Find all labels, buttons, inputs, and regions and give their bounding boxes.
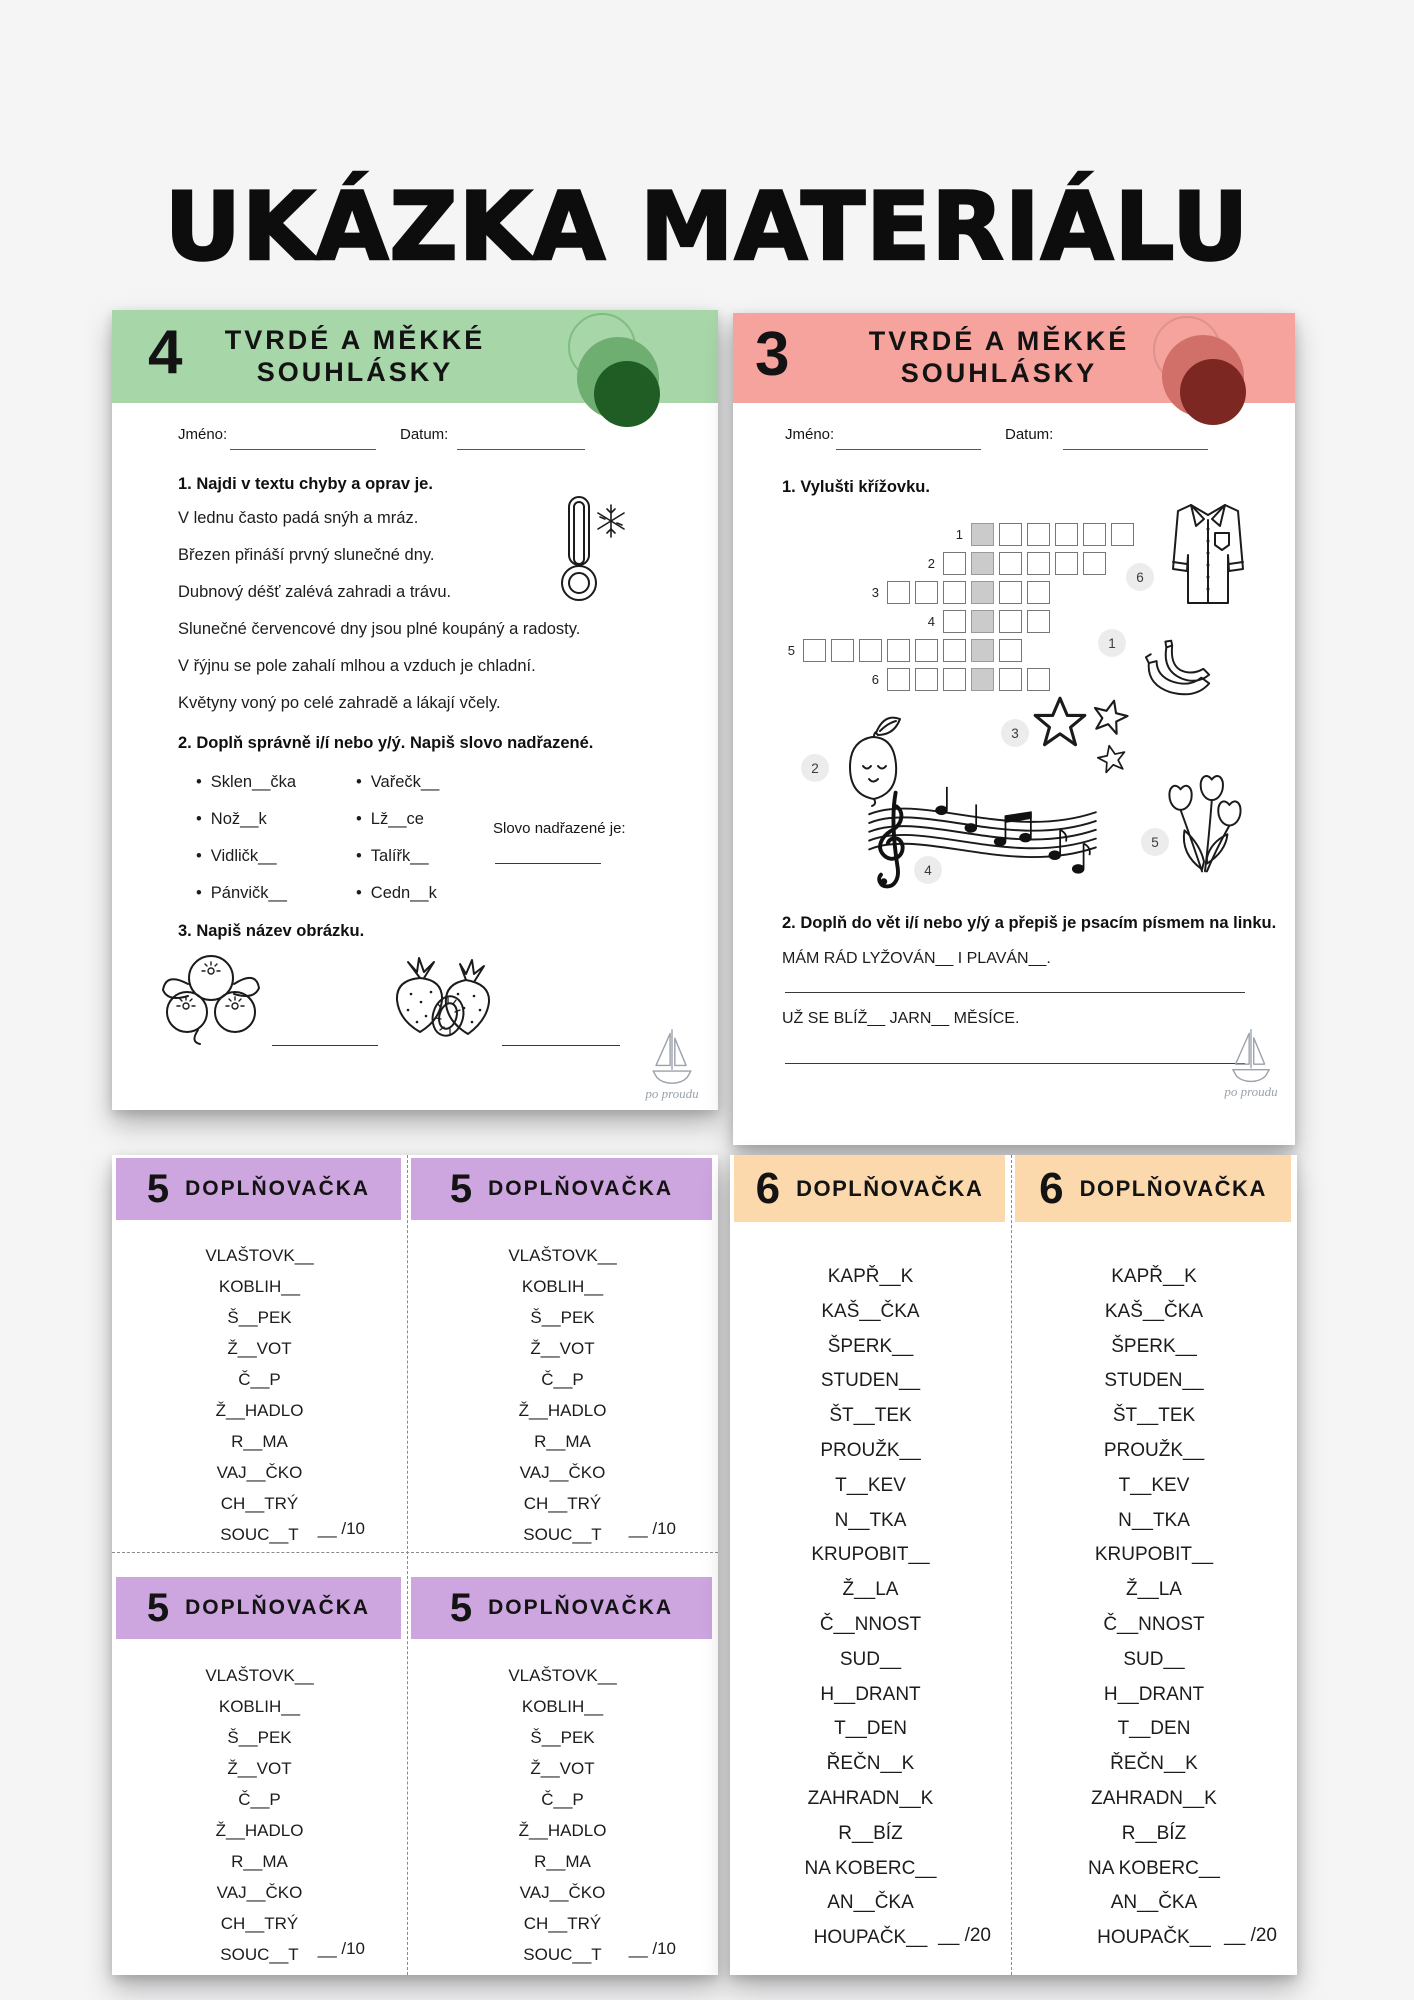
fill-in-word[interactable]: Ž__VOT bbox=[530, 1759, 595, 1778]
bullet-item: • Nož__k bbox=[196, 810, 296, 847]
bullet-item: • Vařečk__ bbox=[356, 773, 439, 810]
exercise-3-title: 3. Napiš název obrázku. bbox=[178, 922, 365, 940]
fill-in-word[interactable]: ZAHRADN__K bbox=[1091, 1787, 1217, 1809]
sentence-line: V lednu často padá snýh a mráz. bbox=[178, 509, 419, 527]
fill-in-word[interactable]: Ž__VOT bbox=[530, 1339, 595, 1358]
fill-in-word[interactable]: CH__TRÝ bbox=[220, 1494, 299, 1513]
worksheet-6 bbox=[730, 1155, 1297, 1975]
worksheet-number: 5 bbox=[449, 1586, 473, 1630]
fill-in-word[interactable]: R__MA bbox=[534, 1852, 591, 1871]
worksheet-number: 5 bbox=[146, 1167, 170, 1211]
fill-in-word[interactable]: SOUC__T bbox=[523, 1945, 602, 1964]
fill-in-word[interactable]: ŠPERK__ bbox=[1111, 1335, 1197, 1357]
fill-in-word[interactable]: Š__PEK bbox=[530, 1728, 595, 1747]
fill-in-word[interactable]: KAPŘ__K bbox=[827, 1266, 914, 1287]
quadrant-header bbox=[116, 1577, 401, 1639]
worksheet-number: 6 bbox=[755, 1163, 781, 1213]
writing-line-2[interactable] bbox=[785, 1063, 1245, 1064]
crossword-cell[interactable] bbox=[943, 668, 966, 691]
fill-in-word[interactable]: ŠT__TEK bbox=[829, 1405, 912, 1427]
crossword-row-number: 3 bbox=[871, 585, 879, 600]
crossword-cell[interactable] bbox=[831, 639, 854, 662]
fill-in-word[interactable]: Č__P bbox=[238, 1790, 281, 1809]
sentence-line: Dubnový déšť zalévá zahradi a trávu. bbox=[178, 583, 452, 601]
sentence-line: Slunečné červencové dny jsou plné koupáný a radosty. bbox=[178, 620, 581, 638]
exercise-2-title: 2. Doplň do vět i/í nebo y/ý a přepiš je psacím písmem na linku. bbox=[782, 914, 1277, 932]
worksheet-4-header bbox=[112, 310, 718, 403]
strawberries-icon bbox=[386, 952, 500, 1048]
fill-in-word[interactable]: ŠT__TEK bbox=[1112, 1405, 1196, 1427]
po-proudu-logo bbox=[1211, 1026, 1291, 1100]
word-list bbox=[112, 1240, 407, 1550]
fill-in-word[interactable]: Ž__LA bbox=[842, 1579, 899, 1601]
fill-in-sentence-1: MÁM RÁD LYŽOVÁN__ I PLAVÁN__. bbox=[782, 950, 1051, 967]
fill-in-word[interactable]: R__MA bbox=[231, 1432, 288, 1451]
exercise-2-title: 2. Doplň správně i/í nebo y/ý. Napiš slovo nadřazené. bbox=[178, 734, 594, 752]
crossword-cell[interactable] bbox=[859, 639, 882, 662]
word-list bbox=[730, 1260, 1011, 1956]
doplnovacka-column bbox=[1011, 1155, 1297, 1975]
fill-in-word[interactable]: KAŠ__ČKA bbox=[821, 1300, 920, 1322]
crossword-cell[interactable] bbox=[1027, 552, 1050, 575]
bullet-col-2 bbox=[356, 773, 439, 921]
crossword-row-number: 6 bbox=[871, 672, 879, 687]
crossword-cell[interactable] bbox=[1055, 523, 1078, 546]
fill-in-word[interactable]: Ž__HADLO bbox=[215, 1401, 304, 1420]
fill-in-word[interactable]: VAJ__ČKO bbox=[519, 1883, 606, 1902]
sentence-line: V řýjnu se pole zahalí mlhou a vzduch je chladní. bbox=[178, 657, 536, 675]
fill-in-word[interactable]: SOUC__T bbox=[523, 1525, 602, 1544]
fill-in-word[interactable]: ŘEČN__K bbox=[1110, 1753, 1198, 1775]
fill-in-word[interactable]: ŘEČN__K bbox=[826, 1753, 915, 1775]
column-header bbox=[734, 1155, 1005, 1222]
fill-in-word[interactable]: H__DRANT bbox=[820, 1683, 921, 1705]
crossword-cell[interactable] bbox=[943, 639, 966, 662]
crossword-cell[interactable] bbox=[999, 668, 1022, 691]
bullet-item: • Cedn__k bbox=[356, 884, 439, 921]
word-list bbox=[1011, 1260, 1297, 1956]
crossword-cell[interactable] bbox=[971, 552, 994, 575]
fill-in-word[interactable]: Ž__HADLO bbox=[518, 1401, 607, 1420]
fill-in-word[interactable]: VLAŠTOVK__ bbox=[508, 1246, 617, 1265]
name-label: Jméno: bbox=[178, 426, 228, 443]
score-field[interactable]: __ /10 bbox=[317, 1519, 365, 1538]
clue-badge-tulips: 5 bbox=[1141, 828, 1169, 856]
bullet-item: • Vidličk__ bbox=[196, 847, 296, 884]
clue-badge-shirt: 6 bbox=[1126, 563, 1154, 591]
clue-badge-stars: 3 bbox=[1001, 719, 1029, 747]
crossword-cell[interactable] bbox=[887, 668, 910, 691]
fill-in-word[interactable]: VAJ__ČKO bbox=[216, 1463, 303, 1482]
shirt-icon bbox=[1158, 499, 1258, 611]
crossword-cell[interactable] bbox=[943, 581, 966, 604]
fill-in-word[interactable]: KOBLIH__ bbox=[218, 1277, 301, 1296]
fill-in-word[interactable]: SUD__ bbox=[1123, 1648, 1185, 1670]
fill-in-sentence-2: UŽ SE BLÍŽ__ JARN__ MĚSÍCE. bbox=[782, 1010, 1020, 1027]
score-field[interactable]: __ /20 bbox=[938, 1925, 991, 1947]
crossword-row-number: 4 bbox=[927, 614, 935, 629]
name-label: Jméno: bbox=[785, 426, 835, 443]
fill-in-word[interactable]: Č__P bbox=[238, 1370, 281, 1389]
fill-in-word[interactable]: CH__TRÝ bbox=[523, 1494, 602, 1513]
crossword-cell[interactable] bbox=[971, 639, 994, 662]
fill-in-word[interactable]: VLAŠTOVK__ bbox=[508, 1666, 617, 1685]
tulips-icon bbox=[1161, 773, 1247, 876]
music-notes-icon bbox=[863, 781, 1103, 906]
answer-line-strawberries[interactable] bbox=[502, 1045, 620, 1046]
fill-in-word[interactable]: KOBLIH__ bbox=[521, 1697, 604, 1716]
crossword-cell[interactable] bbox=[887, 581, 910, 604]
fill-in-word[interactable]: VLAŠTOVK__ bbox=[205, 1666, 314, 1685]
crossword-row-number: 1 bbox=[955, 527, 963, 542]
worksheet-title: DOPLŇOVAČKA bbox=[1079, 1175, 1267, 1201]
sailboat-icon bbox=[1223, 1026, 1279, 1086]
worksheet-5 bbox=[112, 1155, 718, 1975]
fill-in-word[interactable]: R__MA bbox=[534, 1432, 591, 1451]
fill-in-word[interactable]: Č__NNOST bbox=[819, 1613, 922, 1635]
doplnovacka-quadrant bbox=[112, 1155, 407, 1552]
bullet-item: • Sklen__čka bbox=[196, 773, 296, 810]
page-title: UKÁZKA MATERIÁLU bbox=[164, 172, 1250, 282]
worksheet-number: 4 bbox=[148, 318, 183, 387]
doplnovacka-quadrant bbox=[407, 1552, 718, 1975]
fill-in-word[interactable]: ZAHRADN__K bbox=[807, 1787, 934, 1809]
worksheet-title: DOPLŇOVAČKA bbox=[185, 1596, 371, 1619]
fill-in-word[interactable]: VAJ__ČKO bbox=[216, 1883, 303, 1902]
score-field[interactable]: __ /10 bbox=[317, 1939, 365, 1958]
worksheet-4 bbox=[112, 310, 718, 1110]
answer-line-blueberries[interactable] bbox=[272, 1045, 378, 1046]
fill-in-word[interactable]: R__MA bbox=[231, 1852, 288, 1871]
fill-in-word[interactable]: KOBLIH__ bbox=[521, 1277, 604, 1296]
fill-in-word[interactable]: Š__PEK bbox=[227, 1308, 292, 1327]
logo-text: po proudu bbox=[645, 1086, 699, 1101]
column-header bbox=[1015, 1155, 1291, 1222]
crossword-cell[interactable] bbox=[1027, 610, 1050, 633]
fill-in-word[interactable]: NA KOBERC__ bbox=[804, 1857, 937, 1879]
fill-in-word[interactable]: KAPŘ__K bbox=[1111, 1266, 1197, 1287]
fill-in-word[interactable]: KRUPOBIT__ bbox=[1094, 1544, 1214, 1566]
worksheet-title-line2: SOUHLÁSKY bbox=[900, 358, 1098, 389]
fill-in-word[interactable]: Č__NNOST bbox=[1103, 1613, 1205, 1635]
exercise-1-title: 1. Najdi v textu chyby a oprav je. bbox=[178, 475, 433, 493]
fill-in-word[interactable]: STUDEN__ bbox=[1104, 1370, 1204, 1392]
doplnovacka-quadrant bbox=[112, 1552, 407, 1975]
word-list bbox=[407, 1240, 718, 1550]
fill-in-word[interactable]: T__KEV bbox=[1118, 1474, 1190, 1496]
fill-in-word[interactable]: VAJ__ČKO bbox=[519, 1463, 606, 1482]
fill-in-word[interactable]: Č__P bbox=[541, 1790, 584, 1809]
fill-in-word[interactable]: Š__PEK bbox=[530, 1308, 595, 1327]
fill-in-word[interactable]: Ž__HADLO bbox=[215, 1821, 304, 1840]
crossword-cell[interactable] bbox=[887, 639, 910, 662]
worksheet-number: 5 bbox=[146, 1586, 170, 1630]
worksheet-title-line1: TVRDÉ A MĚKKÉ bbox=[868, 326, 1130, 356]
crossword-cell[interactable] bbox=[1083, 552, 1106, 575]
crossword-cell[interactable] bbox=[999, 523, 1022, 546]
fill-in-word[interactable]: N__TKA bbox=[1118, 1509, 1190, 1531]
clue-badge-music: 4 bbox=[914, 856, 942, 884]
logo-text: po proudu bbox=[1224, 1084, 1278, 1099]
blueberries-icon bbox=[156, 948, 266, 1048]
score-field[interactable]: __ /20 bbox=[1224, 1925, 1277, 1947]
crossword-cell[interactable] bbox=[999, 552, 1022, 575]
fill-in-word[interactable]: VLAŠTOVK__ bbox=[205, 1246, 314, 1265]
crossword-cell[interactable] bbox=[915, 639, 938, 662]
superword-line[interactable] bbox=[495, 863, 601, 864]
worksheet-title-line1: TVRDÉ A MĚKKÉ bbox=[224, 325, 486, 355]
word-list bbox=[407, 1660, 718, 1970]
fill-in-word[interactable]: SOUC__T bbox=[220, 1945, 299, 1964]
worksheet-title: DOPLŇOVAČKA bbox=[488, 1596, 674, 1619]
worksheet-title: DOPLŇOVAČKA bbox=[185, 1177, 371, 1200]
worksheet-title: DOPLŇOVAČKA bbox=[488, 1177, 674, 1200]
fill-in-word[interactable]: HOUPAČK__ bbox=[1097, 1927, 1211, 1949]
fill-in-word[interactable]: R__BÍZ bbox=[838, 1822, 903, 1844]
exercise1-sentences bbox=[178, 509, 580, 731]
crossword-cell[interactable] bbox=[971, 668, 994, 691]
worksheet-title bbox=[142, 318, 568, 389]
worksheet-title-line2: SOUHLÁSKY bbox=[256, 357, 454, 388]
clue-badge-bananas: 1 bbox=[1098, 629, 1126, 657]
score-field[interactable]: __ /10 bbox=[628, 1939, 676, 1958]
fill-in-word[interactable]: T__KEV bbox=[835, 1474, 906, 1496]
fill-in-word[interactable]: CH__TRÝ bbox=[523, 1914, 602, 1933]
fill-in-word[interactable]: SUD__ bbox=[839, 1648, 902, 1670]
crossword-cell[interactable] bbox=[943, 610, 966, 633]
bullet-item: • Talířk__ bbox=[356, 847, 439, 884]
crossword-cell[interactable] bbox=[971, 523, 994, 546]
fill-in-word[interactable]: Ž__HADLO bbox=[518, 1821, 607, 1840]
fill-in-word[interactable]: Ž__VOT bbox=[227, 1339, 292, 1358]
crossword-cell[interactable] bbox=[1083, 523, 1106, 546]
fill-in-word[interactable]: KAŠ__ČKA bbox=[1104, 1300, 1204, 1322]
score-field[interactable]: __ /10 bbox=[628, 1519, 676, 1538]
fill-in-word[interactable]: PROUŽK__ bbox=[820, 1439, 921, 1461]
date-label: Datum: bbox=[400, 426, 449, 443]
fill-in-word[interactable]: H__DRANT bbox=[1103, 1683, 1205, 1705]
clue-badge-lemon: 2 bbox=[801, 754, 829, 782]
crossword-cell[interactable] bbox=[915, 668, 938, 691]
crossword-cell[interactable] bbox=[1027, 581, 1050, 604]
crossword-cell[interactable] bbox=[1027, 668, 1050, 691]
date-label: Datum: bbox=[1005, 426, 1054, 443]
bananas-icon bbox=[1141, 628, 1217, 700]
bullet-item: • Pánvičk__ bbox=[196, 884, 296, 921]
crossword-cell[interactable] bbox=[971, 610, 994, 633]
crossword-cell[interactable] bbox=[999, 610, 1022, 633]
crossword-cell[interactable] bbox=[943, 552, 966, 575]
fill-in-word[interactable]: R__BÍZ bbox=[1121, 1822, 1187, 1844]
fill-in-word[interactable]: CH__TRÝ bbox=[220, 1914, 299, 1933]
word-list bbox=[112, 1660, 407, 1970]
fill-in-word[interactable]: N__TKA bbox=[834, 1509, 907, 1531]
quadrant-header bbox=[116, 1158, 401, 1220]
fill-in-word[interactable]: NA KOBERC__ bbox=[1088, 1857, 1220, 1879]
fill-in-word[interactable]: Ž__LA bbox=[1126, 1579, 1182, 1601]
crossword-cell[interactable] bbox=[971, 581, 994, 604]
worksheet-number: 6 bbox=[1039, 1163, 1064, 1213]
stars-icon bbox=[1026, 693, 1138, 785]
exercise-1-title: 1. Vylušti křížovku. bbox=[782, 478, 930, 496]
fill-in-word[interactable]: KOBLIH__ bbox=[218, 1697, 301, 1716]
fill-in-word[interactable]: HOUPAČK__ bbox=[813, 1927, 928, 1949]
crossword-cell[interactable] bbox=[915, 581, 938, 604]
fill-in-word[interactable]: ŠPERK__ bbox=[827, 1335, 914, 1357]
decor-circle-dark bbox=[594, 361, 660, 427]
fill-in-word[interactable]: PROUŽK__ bbox=[1103, 1439, 1205, 1461]
doplnovacka-column bbox=[730, 1155, 1011, 1975]
crossword-cell[interactable] bbox=[1111, 523, 1134, 546]
fill-in-word[interactable]: Š__PEK bbox=[227, 1728, 292, 1747]
worksheet-number: 5 bbox=[449, 1167, 473, 1211]
fill-in-word[interactable]: Ž__VOT bbox=[227, 1759, 292, 1778]
bullet-col-1 bbox=[196, 773, 296, 921]
crossword-cell[interactable] bbox=[999, 639, 1022, 662]
crossword-cell[interactable] bbox=[1055, 552, 1078, 575]
fill-in-word[interactable]: SOUC__T bbox=[220, 1525, 299, 1544]
crossword-cell[interactable] bbox=[1027, 523, 1050, 546]
sentence-line: Březen přináší prvný slunečné dny. bbox=[178, 546, 435, 564]
quadrant-header bbox=[411, 1158, 712, 1220]
crossword-cell[interactable] bbox=[803, 639, 826, 662]
crossword-row-number: 2 bbox=[927, 556, 935, 571]
writing-line-1[interactable] bbox=[785, 992, 1245, 993]
date-line[interactable] bbox=[457, 449, 585, 450]
bullet-item: • Lž__ce bbox=[356, 810, 439, 847]
name-line[interactable] bbox=[230, 449, 376, 450]
worksheet-3 bbox=[733, 313, 1295, 1145]
fill-in-word[interactable]: T__DEN bbox=[834, 1718, 907, 1740]
fill-in-word[interactable]: T__DEN bbox=[1117, 1718, 1191, 1740]
superword-label: Slovo nadřazené je: bbox=[493, 820, 626, 837]
fill-in-word[interactable]: AN__ČKA bbox=[1110, 1892, 1198, 1914]
fill-in-word[interactable]: AN__ČKA bbox=[827, 1892, 914, 1914]
worksheet-number: 3 bbox=[755, 320, 790, 389]
fill-in-word[interactable]: Č__P bbox=[541, 1370, 584, 1389]
quadrant-header bbox=[411, 1577, 712, 1639]
fill-in-word[interactable]: KRUPOBIT__ bbox=[811, 1544, 930, 1566]
doplnovacka-quadrant bbox=[407, 1155, 718, 1552]
thermometer-snowflake-icon bbox=[545, 493, 633, 607]
po-proudu-logo bbox=[632, 1026, 712, 1102]
crossword-row-number: 5 bbox=[787, 643, 795, 658]
crossword-cell[interactable] bbox=[999, 581, 1022, 604]
sentence-line: Květyny voný po celé zahradě a lákají včely. bbox=[178, 694, 501, 712]
sailboat-icon bbox=[643, 1026, 701, 1088]
fill-in-word[interactable]: STUDEN__ bbox=[820, 1370, 921, 1392]
worksheet-title: DOPLŇOVAČKA bbox=[796, 1175, 984, 1201]
